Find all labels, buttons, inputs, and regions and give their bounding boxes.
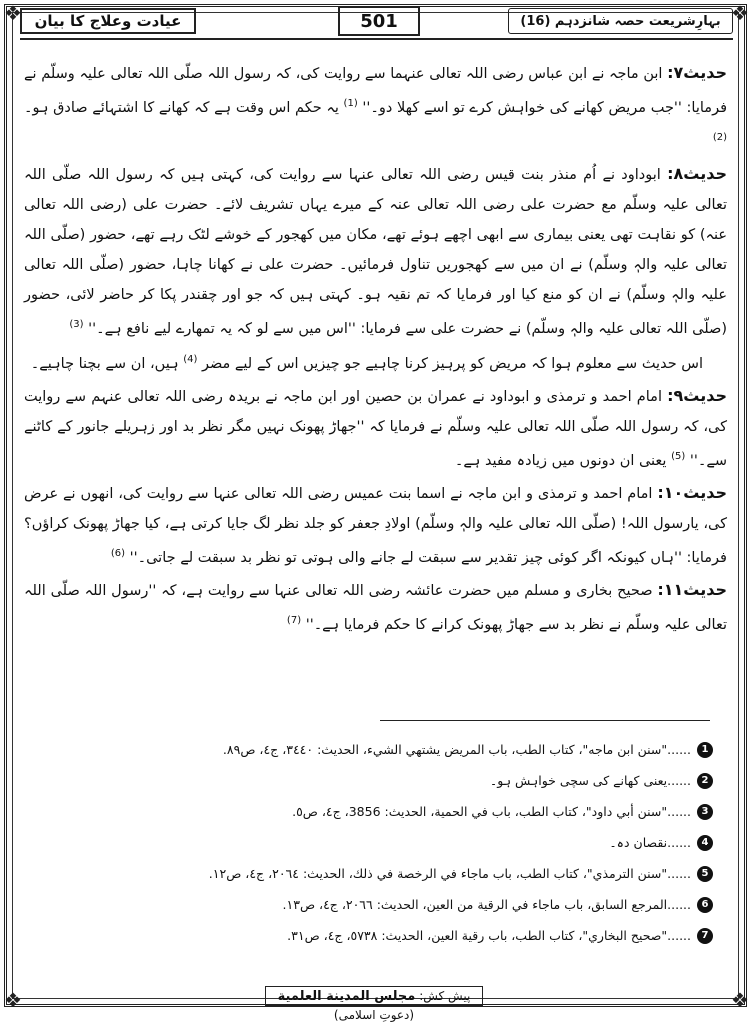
- footnote-item: [30, 889, 713, 920]
- publisher-name: مجلس المدينة العلمية: [277, 989, 416, 1004]
- corner-ornament-top-left: ❖: [4, 1, 22, 25]
- footnote-text: ......"سنن ابن ماجه"، كتاب الطب، باب المريض يشتهي الشيء، الحديث: ٣٤٤٠، ج٤، ص٨٩.: [222, 742, 691, 757]
- section-title: عیادت وعلاج کا بیان: [20, 8, 196, 34]
- main-text: [24, 58, 727, 642]
- footnote-ref[interactable]: (1): [343, 98, 358, 109]
- hadith-text-cont: یہ حکم اس وقت ہے کہ کھانے کا اشتہائے صادق ہو۔: [24, 99, 339, 116]
- footnotes-list: [30, 734, 713, 951]
- footnote-text: ......المرجع السابق، باب ماجاء في الرقية من العين، الحديث: ٢٠٦٦، ج٤، ص١٣.: [282, 897, 691, 912]
- footnote-text: ......نقصان دہ۔: [609, 835, 691, 850]
- hadith-10: [24, 478, 727, 573]
- footnote-divider: [380, 720, 710, 721]
- hadith-text: صحیح بخاری و مسلم میں حضرت عائشہ رضی اللہ تعالی عنہا سے روایت ہے، کہ ''رسول اللہ صلّی اللہ تعالی علیہ وسلّم نے نظر بد سے جھاڑ پھونک کرانے کا حکم فرمایا ہے۔'': [24, 582, 727, 633]
- footnote-text: ......"سنن الترمذي"، كتاب الطب، باب ماجاء في الرخصة في ذلك، الحديث: ٢٠٦٤، ج٤، ص١٢.: [208, 866, 691, 881]
- footnote-text: ......یعنی کھانے کی سچی خواہش ہو۔: [489, 773, 691, 788]
- hadith-label: حدیث۹:: [667, 386, 728, 406]
- footnote-number-badge: 7: [697, 928, 713, 944]
- hadith-text: امام احمد و ترمذی و ابن ماجہ نے اسما بنت عمیس رضی اللہ تعالی عنہا سے روایت کی، انھوں نے عرض کی، یارسول اللہ! (صلّی اللہ تعالی علیہ والہٖ وسلّم) اولادِ جعفر کو جلد نظر لگ جایا کرتی ہے، کیا جھاڑ پھونک کراؤں؟ فرمایا: ''ہاں کیونکہ اگر کوئی چیز تقدیر سے سبقت لے جانے والی ہوتی تو نظر بد سبقت لے جاتی۔'': [24, 486, 727, 566]
- footer-prefix: پیش کش:: [419, 989, 471, 1003]
- footnote-ref[interactable]: (4): [183, 354, 198, 366]
- hadith-7: [24, 58, 727, 157]
- book-title: بہارِشریعت حصہ شانزدہم (16): [508, 8, 733, 34]
- footnote-text: ......"صحيح البخاري"، كتاب الطب، باب رقية العين، الحديث: ٥٧٣٨، ج٤، ص٣١.: [287, 928, 691, 943]
- hadith-label: حدیث۱۱:: [657, 579, 728, 599]
- hadith-text-cont: یعنی ان دونوں میں زیادہ مفید ہے۔: [454, 453, 667, 470]
- footnote-item: [30, 858, 713, 889]
- publisher-org: (دعوتِ اسلامی): [333, 1008, 415, 1022]
- corner-ornament-bottom-left: ❖: [4, 988, 22, 1012]
- footnote-item: [30, 827, 713, 858]
- footnote-number-badge: 6: [697, 897, 713, 913]
- page-number: 501: [338, 6, 420, 36]
- explanation-paragraph: [24, 345, 727, 379]
- hadith-text: ابن ماجہ نے ابن عباس رضی اللہ تعالی عنہما سے روایت کی، کہ رسول اللہ صلّی اللہ تعالی علیہ وسلّم نے فرمایا: ''جب مریض کھانے کی خواہش کرے تو اسے کھلا دو۔'': [24, 66, 728, 116]
- footnote-item: [30, 920, 713, 951]
- footnote-ref[interactable]: (3): [69, 318, 84, 330]
- header-divider: [20, 38, 733, 40]
- publisher-footer: [265, 986, 483, 1022]
- hadith-text: امام احمد و ترمذی و ابوداود نے عمران بن حصین اور ابن ماجہ نے بریدہ رضی اللہ تعالی عنہم سے روایت کی، کہ رسول اللہ صلّی اللہ تعالی علیہ وسلّم نے فرمایا کہ ''جھاڑ پھونک نہیں مگر نظر بد اور زہریلے جانور کے کاٹنے سے۔'': [24, 389, 727, 470]
- hadith-8: [24, 159, 727, 344]
- hadith-label: حدیث۱۰:: [657, 483, 727, 503]
- hadith-11: [24, 575, 727, 640]
- hadith-9: [24, 381, 727, 476]
- corner-ornament-bottom-right: ❖: [731, 988, 749, 1012]
- footnote-item: [30, 734, 713, 765]
- footnote-number-badge: 5: [697, 866, 713, 882]
- hadith-label: حدیث۷:: [667, 63, 728, 82]
- corner-ornament-top-right: ❖: [731, 1, 749, 25]
- footnote-ref[interactable]: (7): [286, 614, 302, 626]
- footnote-number-badge: 3: [697, 804, 713, 820]
- footnote-number-badge: 4: [697, 835, 713, 851]
- footnote-item: [30, 765, 713, 796]
- hadith-label: حدیث۸:: [667, 163, 728, 183]
- footnote-ref[interactable]: (6): [110, 548, 126, 560]
- footnote-number-badge: 2: [697, 773, 713, 789]
- explanation-text: اس حدیث سے معلوم ہوا کہ مریض کو پرہیز کرنا چاہیے جو چیزیں اس کے لیے مضر: [201, 356, 703, 373]
- footnote-ref[interactable]: (2): [712, 131, 727, 143]
- footnote-ref[interactable]: (5): [671, 451, 686, 463]
- footnote-item: [30, 796, 713, 827]
- page-header: [20, 6, 733, 36]
- hadith-text: ابوداود نے اُم منذر بنت قیس رضی اللہ تعالی عنہا سے روایت کی، کہتی ہیں کہ رسول اللہ صلّی اللہ تعالی علیہ وسلّم مع حضرت علی رضی اللہ تعالی عنہ کے میرے یہاں تشریف لائے۔ حضرت علی (رضی اللہ تعالی عنہ) کو نقاہت تھی یعنی بیماری سے ابھی اچھے ہوئے تھے، مکان میں کھجور کے خوشے لٹک رہے تھے، حضور (صلّی اللہ تعالی علیہ والہٖ وسلّم) نے ان میں سے کھجوریں تناول فرمائیں۔ حضرت علی نے کھانا چاہا، حضور (صلّی اللہ تعالی علیہ والہٖ وسلّم) نے ان کو منع کیا اور فرمایا کہ تم نقیہ ہو۔ کہتی ہیں کہ جو اور چقندر پکا کر حاضر لائی، حضور (صلّی اللہ تعالی علیہ والہٖ وسلّم) نے حضرت علی سے فرمایا: ''اس میں سے لو کہ یہ تمھارے لیے نافع ہے۔'': [24, 166, 727, 337]
- footnote-number-badge: 1: [697, 742, 713, 758]
- footnote-text: ......"سنن أبي داود"، كتاب الطب، باب في الحمية، الحديث: 3856، ج٤، ص٥.: [292, 804, 691, 819]
- explanation-text-cont: ہیں، ان سے بچنا چاہیے۔: [30, 356, 179, 373]
